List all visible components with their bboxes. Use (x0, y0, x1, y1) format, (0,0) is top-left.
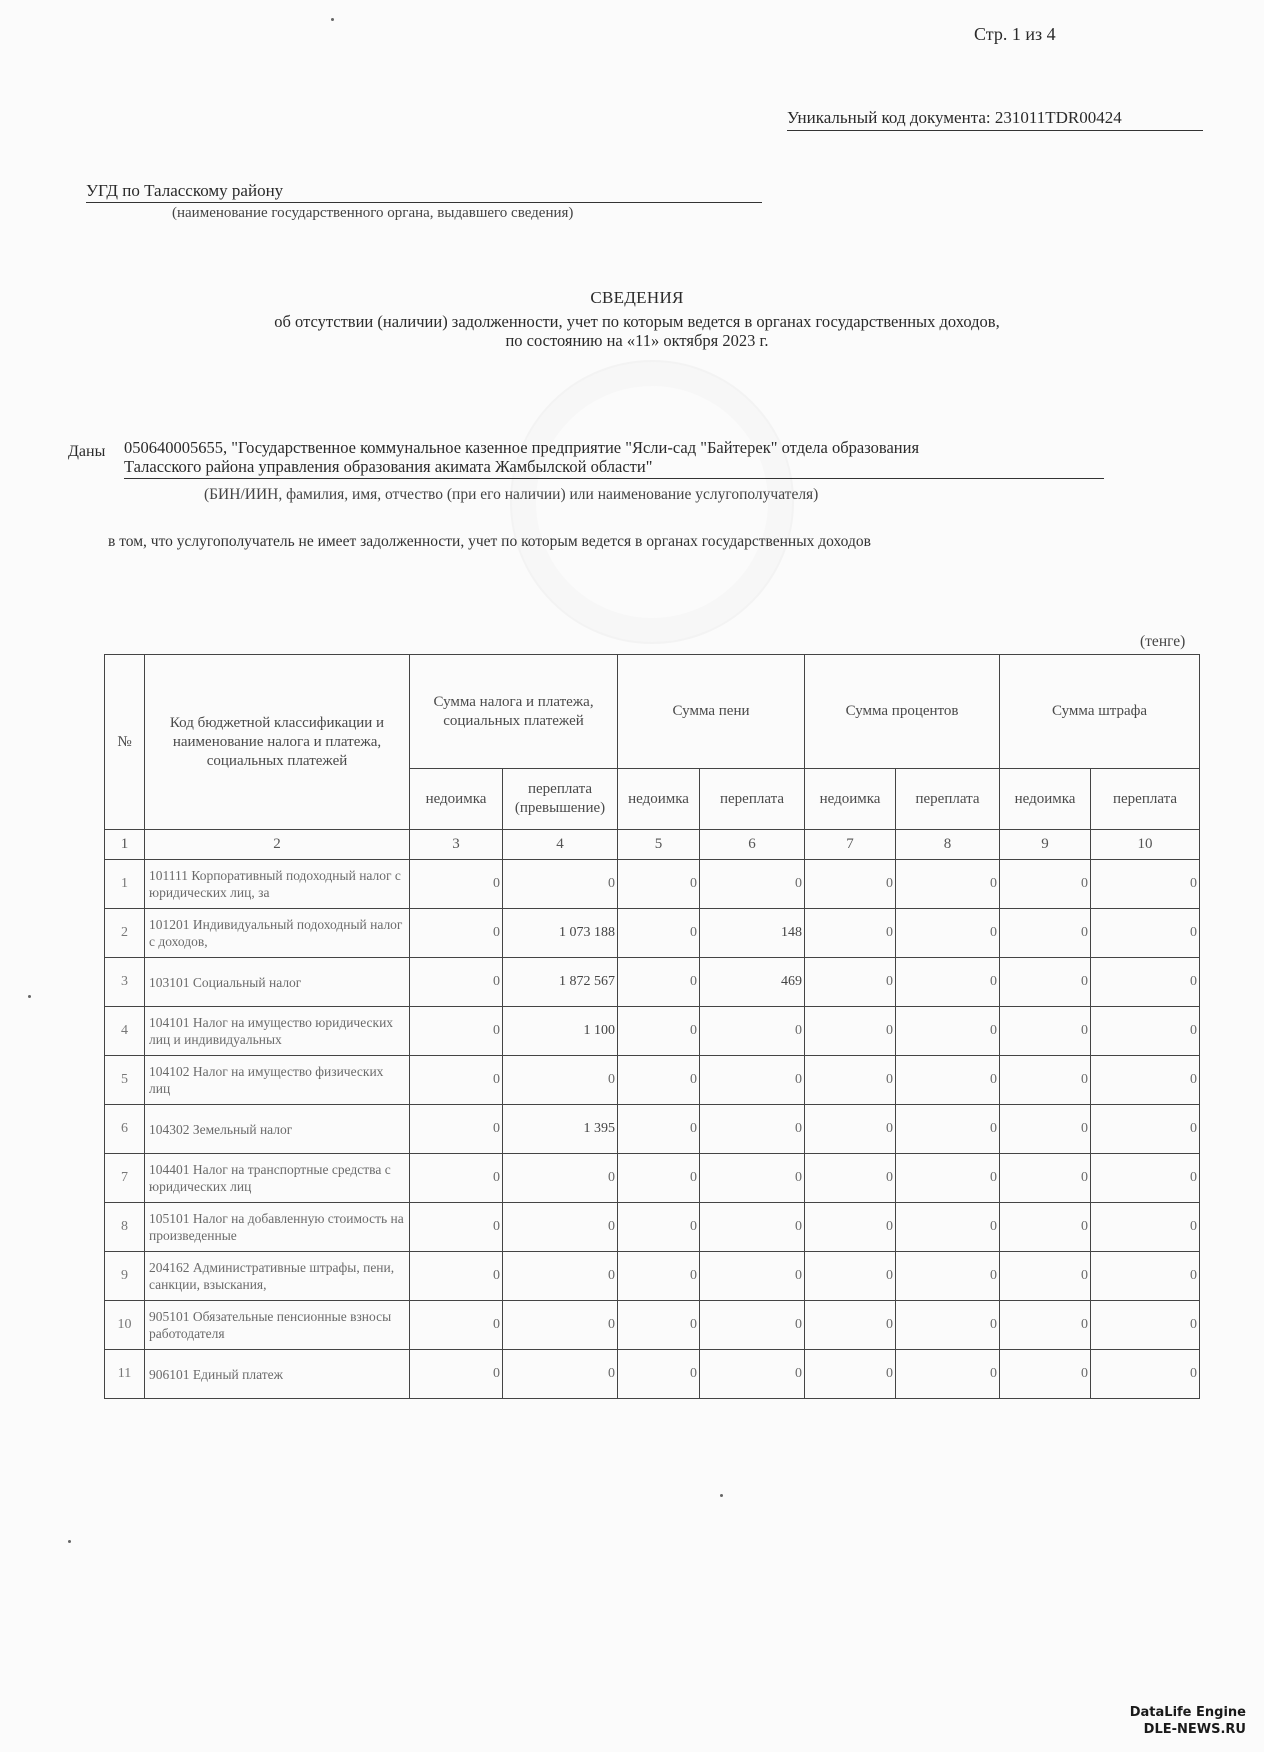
amount-cell: 0 (805, 1252, 896, 1301)
amount-cell: 0 (618, 1056, 700, 1105)
amount-cell: 0 (896, 909, 1000, 958)
table-row (105, 958, 1200, 1007)
recipient-line-1: 050640005655, "Государственное коммунальное казенное предприятие "Ясли-сад "Байтерек" отдела образования (124, 438, 920, 457)
amount-cell: 0 (1091, 860, 1200, 909)
amount-cell: 0 (410, 958, 503, 1007)
header-number: № (105, 655, 145, 830)
subheader-arrears: недоимка (805, 769, 896, 830)
watermark-line-1: DataLife Engine (1129, 1705, 1246, 1720)
site-watermark (1130, 1704, 1246, 1738)
issuing-authority-caption: (наименование государственного органа, выдавшего сведения) (172, 205, 574, 221)
table-row (105, 1007, 1200, 1056)
row-number: 10 (105, 1301, 145, 1350)
amount-cell: 0 (618, 1007, 700, 1056)
amount-cell: 0 (700, 1252, 805, 1301)
amount-cell: 0 (805, 909, 896, 958)
unique-document-code: Уникальный код документа: 231011TDR00424 (787, 108, 1203, 131)
amount-cell: 0 (1091, 1007, 1200, 1056)
table-body (105, 860, 1200, 1399)
amount-cell: 0 (700, 1056, 805, 1105)
amount-cell: 0 (410, 1252, 503, 1301)
row-number: 4 (105, 1007, 145, 1056)
budget-code-name: 105101 Налог на добавленную стоимость на произведенные (145, 1203, 410, 1252)
amount-cell: 0 (1000, 1301, 1091, 1350)
table-row (105, 860, 1200, 909)
amount-cell: 0 (805, 1350, 896, 1399)
amount-cell: 0 (700, 1007, 805, 1056)
column-number: 8 (896, 830, 1000, 860)
budget-code-name: 103101 Социальный налог (145, 958, 410, 1007)
table-row (105, 1154, 1200, 1203)
amount-cell: 148 (700, 909, 805, 958)
document-subtitle (0, 312, 1264, 350)
budget-code-name: 104102 Налог на имущество физических лиц (145, 1056, 410, 1105)
amount-cell: 0 (1000, 1105, 1091, 1154)
header-tax-sum: Сумма налога и платежа, социальных платежей (410, 655, 618, 769)
table-row (105, 1105, 1200, 1154)
amount-cell: 0 (896, 1301, 1000, 1350)
amount-cell: 0 (1091, 958, 1200, 1007)
amount-cell: 469 (700, 958, 805, 1007)
amount-cell: 0 (700, 1203, 805, 1252)
column-number: 3 (410, 830, 503, 860)
table-row (105, 1301, 1200, 1350)
amount-cell: 0 (1000, 1056, 1091, 1105)
column-number: 6 (700, 830, 805, 860)
subheader-arrears: недоимка (1000, 769, 1091, 830)
header-code-name: Код бюджетной классификации и наименование налога и платежа, социальных платежей (145, 655, 410, 830)
page-number: Стр. 1 из 4 (974, 24, 1056, 44)
amount-cell: 0 (503, 1350, 618, 1399)
column-number: 7 (805, 830, 896, 860)
budget-code-name: 101201 Индивидуальный подоходный налог с доходов, (145, 909, 410, 958)
currency-label: (тенге) (1140, 633, 1186, 650)
column-number: 2 (145, 830, 410, 860)
column-number: 5 (618, 830, 700, 860)
amount-cell: 0 (700, 1105, 805, 1154)
amount-cell: 1 073 188 (503, 909, 618, 958)
amount-cell: 0 (1091, 1301, 1200, 1350)
amount-cell: 0 (896, 958, 1000, 1007)
scan-speck (331, 18, 334, 21)
amount-cell: 0 (1091, 1056, 1200, 1105)
amount-cell: 0 (1091, 1350, 1200, 1399)
budget-code-name: 204162 Административные штрафы, пени, санкции, взыскания, (145, 1252, 410, 1301)
amount-cell: 1 100 (503, 1007, 618, 1056)
tax-debt-table (104, 654, 1200, 1399)
row-number: 9 (105, 1252, 145, 1301)
column-number: 10 (1091, 830, 1200, 860)
amount-cell: 0 (410, 1007, 503, 1056)
amount-cell: 0 (618, 1105, 700, 1154)
service-recipient (124, 438, 1104, 479)
subheader-overpay: переплата (896, 769, 1000, 830)
scan-speck (68, 1540, 71, 1543)
no-debt-statement: в том, что услугополучатель не имеет задолженности, учет по которым ведется в органах государственных доходов (108, 533, 871, 550)
amount-cell: 0 (618, 1301, 700, 1350)
recipient-line-2: Таласского района управления образования акимата Жамбылской области" (124, 457, 653, 476)
budget-code-name: 104302 Земельный налог (145, 1105, 410, 1154)
amount-cell: 0 (805, 1203, 896, 1252)
amount-cell: 0 (805, 1056, 896, 1105)
amount-cell: 0 (1000, 958, 1091, 1007)
subheader-overpay: переплата (1091, 769, 1200, 830)
row-number: 1 (105, 860, 145, 909)
amount-cell: 0 (618, 958, 700, 1007)
amount-cell: 0 (896, 860, 1000, 909)
amount-cell: 0 (700, 860, 805, 909)
document-title: СВЕДЕНИЯ (590, 288, 684, 307)
row-number: 2 (105, 909, 145, 958)
budget-code-name: 104101 Налог на имущество юридических лиц и индивидуальных (145, 1007, 410, 1056)
budget-code-name: 906101 Единый платеж (145, 1350, 410, 1399)
amount-cell: 0 (618, 1350, 700, 1399)
amount-cell: 0 (503, 1203, 618, 1252)
amount-cell: 0 (410, 1105, 503, 1154)
amount-cell: 0 (503, 1056, 618, 1105)
column-number: 9 (1000, 830, 1091, 860)
amount-cell: 0 (1091, 1105, 1200, 1154)
amount-cell: 0 (618, 1252, 700, 1301)
header-interest-sum: Сумма процентов (805, 655, 1000, 769)
amount-cell: 0 (805, 958, 896, 1007)
amount-cell: 0 (1000, 1154, 1091, 1203)
header-fine-sum: Сумма штрафа (1000, 655, 1200, 769)
table-row (105, 1350, 1200, 1399)
amount-cell: 0 (410, 1301, 503, 1350)
amount-cell: 0 (1000, 1007, 1091, 1056)
amount-cell: 0 (410, 909, 503, 958)
budget-code-name: 101111 Корпоративный подоходный налог с юридических лиц, за (145, 860, 410, 909)
amount-cell: 0 (618, 1203, 700, 1252)
amount-cell: 0 (618, 860, 700, 909)
amount-cell: 0 (700, 1301, 805, 1350)
subheader-overpay-excess: переплата (превышение) (503, 769, 618, 830)
amount-cell: 0 (896, 1252, 1000, 1301)
amount-cell: 0 (1091, 1252, 1200, 1301)
issuing-authority: УГД по Таласскому району (86, 181, 762, 203)
amount-cell: 0 (805, 1154, 896, 1203)
row-number: 8 (105, 1203, 145, 1252)
amount-cell: 0 (503, 1252, 618, 1301)
issued-to-label: Даны (68, 443, 106, 460)
amount-cell: 0 (896, 1154, 1000, 1203)
amount-cell: 0 (1091, 909, 1200, 958)
amount-cell: 0 (700, 1154, 805, 1203)
watermark-line-2: DLE-NEWS.RU (1143, 1722, 1246, 1737)
budget-code-name: 905101 Обязательные пенсионные взносы работодателя (145, 1301, 410, 1350)
header-penalty-sum: Сумма пени (618, 655, 805, 769)
scan-speck (720, 1494, 723, 1497)
row-number: 7 (105, 1154, 145, 1203)
table-row (105, 1252, 1200, 1301)
column-number: 1 (105, 830, 145, 860)
subtitle-line-1: об отсутствии (наличии) задолженности, учет по которым ведется в органах государственных доходов, (274, 312, 1000, 331)
amount-cell: 0 (1000, 1203, 1091, 1252)
budget-code-name: 104401 Налог на транспортные средства с юридических лиц (145, 1154, 410, 1203)
amount-cell: 0 (410, 860, 503, 909)
amount-cell: 0 (896, 1056, 1000, 1105)
row-number: 3 (105, 958, 145, 1007)
amount-cell: 0 (410, 1350, 503, 1399)
amount-cell: 0 (503, 860, 618, 909)
amount-cell: 0 (1000, 860, 1091, 909)
amount-cell: 0 (410, 1203, 503, 1252)
amount-cell: 0 (503, 1301, 618, 1350)
amount-cell: 0 (805, 1007, 896, 1056)
table-header-row (105, 655, 1200, 769)
table-row (105, 909, 1200, 958)
amount-cell: 0 (618, 909, 700, 958)
amount-cell: 0 (896, 1007, 1000, 1056)
amount-cell: 0 (805, 1105, 896, 1154)
row-number: 5 (105, 1056, 145, 1105)
amount-cell: 1 395 (503, 1105, 618, 1154)
recipient-caption: (БИН/ИИН, фамилия, имя, отчество (при его наличии) или наименование услугополучателя) (204, 486, 819, 503)
amount-cell: 0 (700, 1350, 805, 1399)
amount-cell: 0 (1000, 1350, 1091, 1399)
column-number: 4 (503, 830, 618, 860)
amount-cell: 0 (896, 1350, 1000, 1399)
amount-cell: 0 (805, 1301, 896, 1350)
amount-cell: 0 (896, 1105, 1000, 1154)
amount-cell: 0 (503, 1154, 618, 1203)
amount-cell: 0 (618, 1154, 700, 1203)
amount-cell: 0 (410, 1154, 503, 1203)
column-number-row (105, 830, 1200, 860)
amount-cell: 0 (410, 1056, 503, 1105)
amount-cell: 0 (1000, 1252, 1091, 1301)
amount-cell: 0 (1091, 1154, 1200, 1203)
table-row (105, 1056, 1200, 1105)
table-row (105, 1203, 1200, 1252)
amount-cell: 0 (1000, 909, 1091, 958)
row-number: 6 (105, 1105, 145, 1154)
scan-speck (28, 995, 31, 998)
row-number: 11 (105, 1350, 145, 1399)
amount-cell: 0 (896, 1203, 1000, 1252)
amount-cell: 0 (805, 860, 896, 909)
subtitle-line-2: по состоянию на «11» октября 2023 г. (505, 331, 769, 350)
amount-cell: 0 (1091, 1203, 1200, 1252)
subheader-arrears: недоимка (410, 769, 503, 830)
subheader-overpay: переплата (700, 769, 805, 830)
amount-cell: 1 872 567 (503, 958, 618, 1007)
subheader-arrears: недоимка (618, 769, 700, 830)
